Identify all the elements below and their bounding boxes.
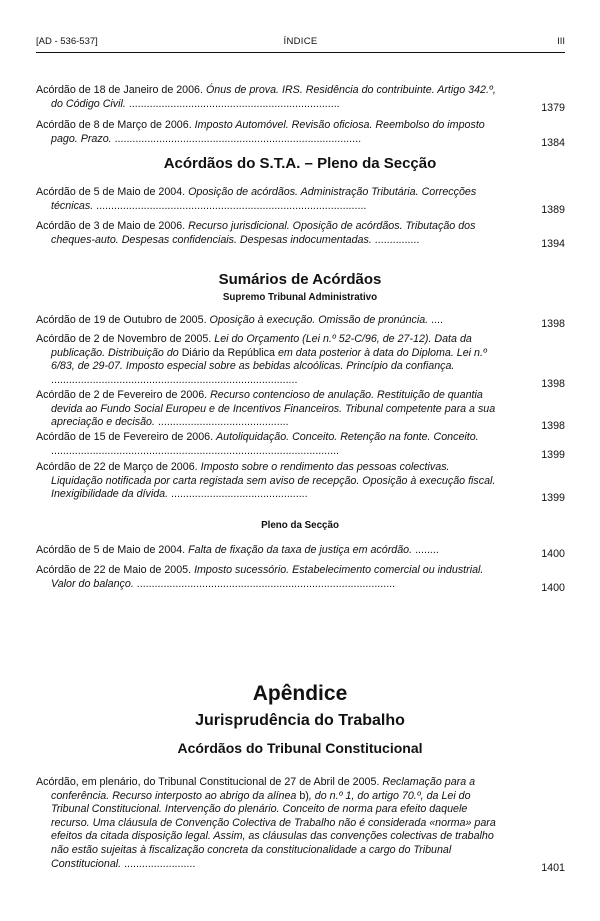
entry-page-number: 1400 <box>541 548 565 560</box>
entry-page-number: 1399 <box>541 448 565 461</box>
entry-page-number: 1394 <box>541 237 565 250</box>
index-entry: Acórdão de 2 de Fevereiro de 2006. Recurso contencioso de anulação. Restituição de quantia devida ao Fundo Social Europeu e de Incentivos Financeiros. Tribunal competente para a sua apreciação e decisão. ............................................ 1398 <box>36 389 565 433</box>
entry-page-number: 1389 <box>541 203 565 216</box>
appendix-title: Apêndice <box>252 682 348 705</box>
index-entry: Acórdão de 5 de Maio de 2004. Falta de fixação da taxa de justiça em acórdão. ........ 1400 <box>36 544 565 560</box>
index-entry: Acórdão de 8 de Março de 2006. Imposto Automóvel. Revisão oficiosa. Reembolso do imposto pago. Prazo. ................................................................................... 1384 <box>36 119 565 149</box>
index-entry: Acórdão de 3 de Maio de 2006. Recurso jurisdicional. Oposição de acórdãos. Tributação dos cheques-auto. Despesas confidenciais. Despesas indocumentadas. ............... 1394 <box>36 220 565 250</box>
index-entry: Acórdão de 19 de Outubro de 2005. Oposição à execução. Omissão de pronúncia. .... 1398 <box>36 314 565 330</box>
header-page-number: III <box>557 36 565 47</box>
entry-page-number: 1399 <box>541 492 565 505</box>
header-reference: [AD - 536-537] <box>36 36 98 47</box>
header-rule <box>36 52 565 53</box>
index-entry: Acórdão de 2 de Novembro de 2005. Lei do Orçamento (Lei n.º 52-C/96, de 27-12). Data da publicação. Distribuição do Diário da República em data posterior à data do Diploma. Lei n.º 6/83, de 29-07. Imposto especial sobre as bebidas alcoólicas. Princípio da confiança. ................................................................................... 1398 <box>36 333 565 390</box>
section-heading-pleno: Pleno da Secção <box>261 520 339 531</box>
index-entry: Acórdão de 15 de Fevereiro de 2006. Autoliquidação. Conceito. Retenção na fonte. Conceito. ................................................................................................. 1399 <box>36 431 565 461</box>
section-heading-sta: Acórdãos do S.T.A. – Pleno da Secção <box>163 155 437 172</box>
entry-page-number: 1398 <box>541 318 565 330</box>
entry-page-number: 1398 <box>541 420 565 433</box>
section-heading-sumarios: Sumários de Acórdãos <box>218 271 382 288</box>
index-entry: Acórdão de 5 de Maio de 2004. Oposição de acórdãos. Administração Tributária. Correcções técnicas. ........................................................................................... 1389 <box>36 186 565 216</box>
index-entry: Acórdão de 22 de Maio de 2005. Imposto sucessório. Estabelecimento comercial ou industrial. Valor do balanço. ....................................................................................... 1400 <box>36 564 565 594</box>
header-title: ÍNDICE <box>283 36 318 47</box>
index-entry: Acórdão de 18 de Janeiro de 2006. Ónus de prova. IRS. Residência do contribuinte. Artigo 342.º, do Código Civil. ....................................................................... 1379 <box>36 84 565 114</box>
index-entry: Acórdão de 22 de Março de 2006. Imposto sobre o rendimento das pessoas colectivas. Liquidação notificada por carta registada sem aviso de recepção. Oposição à execução fiscal. Inexigibilidade da dívida. .............................................. 1399 <box>36 461 565 505</box>
entry-page-number: 1398 <box>541 377 565 390</box>
appendix-section-heading: Acórdãos do Tribunal Constitucional <box>177 740 423 756</box>
entry-page-number: 1379 <box>541 101 565 114</box>
entry-page-number: 1401 <box>541 861 565 874</box>
index-entry: Acórdão, em plenário, do Tribunal Constitucional de 27 de Abril de 2005. Reclamação para a conferência. Recurso interposto ao abrigo da alínea b), do n.º 1, do artigo 70.º, da Lei do Tribunal Constitucional. Intervenção do plenário. Conceito de norma para efeito daquele recurso. Uma cláusula de Convenção Colectiva de Trabalho não é considerada «norma» para efeitos da citada disposição legal. Assim, as cláusulas das convenções colectivas de trabalho não estão sujeitas à fiscalização concreta da constitucionalidade a cargo do Tribunal Constitucional. ........................ 1401 <box>36 776 565 874</box>
page-header <box>36 36 565 50</box>
section-subheading-sta: Supremo Tribunal Administrativo <box>222 292 378 303</box>
entry-page-number: 1384 <box>541 136 565 149</box>
appendix-subtitle: Jurisprudência do Trabalho <box>195 712 405 729</box>
entry-page-number: 1400 <box>541 581 565 594</box>
